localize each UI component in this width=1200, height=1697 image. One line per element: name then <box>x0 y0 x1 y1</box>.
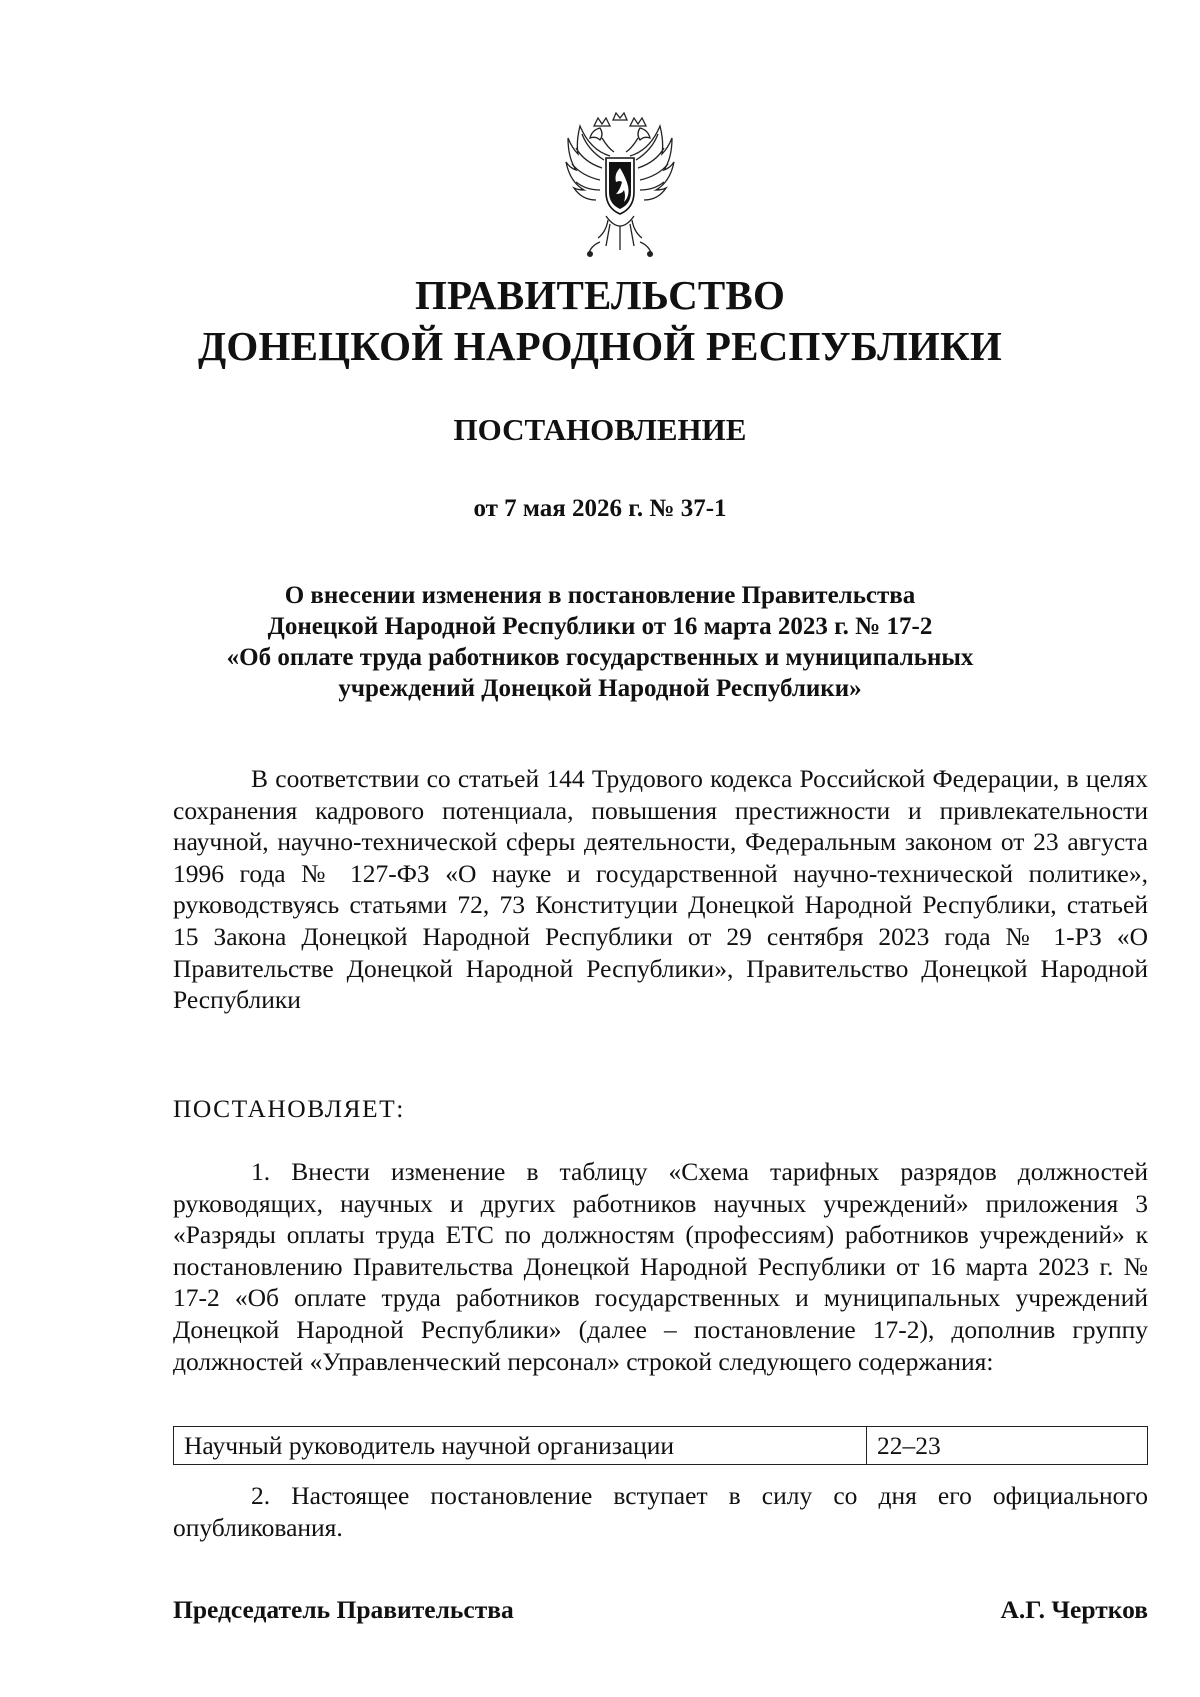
resolves-heading: ПОСТАНОВЛЯЕТ: <box>173 1094 405 1123</box>
subject-line1: О внесении изменения в постановление Правительства <box>284 582 916 609</box>
government-title-line2: ДОНЕЦКОЙ НАРОДНОЙ РЕСПУБЛИКИ <box>198 323 1002 369</box>
table-row <box>174 1427 1148 1465</box>
government-title-line1: ПРАВИТЕЛЬСТВО <box>414 272 786 318</box>
grade-cell: 22–23 <box>867 1427 1148 1465</box>
basis-paragraph: В соответствии со статьей 144 Трудового кодекса Российской Федерации, в целях сохранения кадрового потенциала, повышения престижности и привлекательности научной, научно-технической сферы деятельности, Федеральным законом от 23 августа 1996 года № 127-ФЗ «О науке и государственной научно-технической политике», руководствуясь статьями 72, 73 Конституции Донецкой Народной Республики, статьей 15 Закона Донецкой Народной Республики от 29 сентября 2023 года № 1-РЗ «О Правительстве Донецкой Народной Республики», Правительство Донецкой Народной Республики <box>173 764 1148 1015</box>
signatory-name: А.Г. Чертков <box>1000 1595 1148 1624</box>
position-cell: Научный руководитель научной организации <box>174 1427 867 1465</box>
item-1-paragraph: 1. Внести изменение в таблицу «Схема тарифных разрядов должностей руководящих, научных и других работников научных учреждений» приложения 3 «Разряды оплаты труда ЕТС по должностям (профессиям) работников учреждений» к постановлению Правительства Донецкой Народной Республики от 16 марта 2023 г. № 17-2 «Об оплате труда работников государственных и муниципальных учреждений Донецкой Народной Республики» (далее – постановление 17-2), дополнив группу должностей «Управленческий персонал» строкой следующего содержания: <box>173 1157 1148 1376</box>
government-title <box>100 270 1100 372</box>
coat-of-arms-icon <box>560 112 680 260</box>
subject-line2: Донецкой Народной Республики от 16 марта 2023 г. № 17-2 <box>267 613 933 640</box>
item-2-paragraph: 2. Настоящее постановление вступает в силу со дня его официального опубликования. <box>173 1481 1148 1542</box>
document-subject <box>100 580 1100 704</box>
positions-table <box>173 1426 1148 1465</box>
document-type: ПОСТАНОВЛЕНИЕ <box>453 412 747 447</box>
signatory-title: Председатель Правительства <box>173 1595 514 1624</box>
subject-line3: «Об оплате труда работников государственных и муниципальных <box>226 644 974 671</box>
subject-line4: учреждений Донецкой Народной Республики» <box>338 675 862 702</box>
document-date-number: от 7 мая 2026 г. № 37-1 <box>473 495 727 522</box>
